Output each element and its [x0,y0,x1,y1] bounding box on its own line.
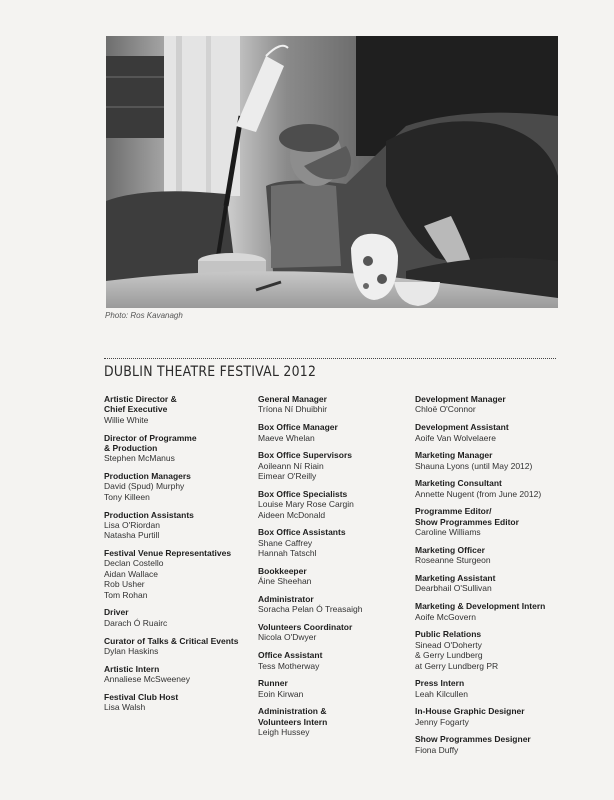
person-name: Rob Usher [104,579,145,590]
staff-entry [104,394,264,425]
person-name: Aoife McGovern [415,611,476,622]
staff-entry [415,506,575,537]
staff-entry [258,706,418,737]
person-name: Áine Sheehan [258,576,312,587]
staff-entry [415,450,575,471]
person-name: Tony Killeen [104,491,150,502]
role-title: Administration & [258,706,327,717]
person-name: Sinead O'Doherty [415,639,482,650]
role-title: Development Assistant [415,422,509,433]
role-title: Box Office Manager [258,422,338,433]
role-title: Marketing Assistant [415,573,496,584]
role-title: Runner [258,678,288,689]
staff-entry [104,433,264,464]
role-title: Administrator [258,593,314,604]
staff-entry [104,664,264,685]
staff-entry [258,678,418,699]
person-name: Stephen McManus [104,453,175,464]
photo-image [106,36,558,308]
staff-entry [415,573,575,594]
staff-entry [415,422,575,443]
staff-entry [104,636,264,657]
role-title: Marketing Manager [415,450,493,461]
person-name: Louise Mary Rose Cargin [258,499,354,510]
person-name: Roseanne Sturgeon [415,555,491,566]
role-title: Chief Executive [104,404,168,415]
person-name: Caroline Williams [415,527,481,538]
person-name: Eoin Kirwan [258,688,304,699]
staff-entry [258,622,418,643]
person-name: Leigh Hussey [258,727,310,738]
person-name: David (Spud) Murphy [104,481,185,492]
section-divider [104,358,556,359]
role-title: Festival Club Host [104,691,179,702]
staff-column-2 [258,394,418,745]
staff-entry [415,601,575,622]
role-title: Development Manager [415,394,506,404]
role-title: Volunteers Intern [258,716,328,727]
person-name: Fiona Duffy [415,744,459,755]
person-name: Soracha Pelan Ó Treasaigh [258,604,363,615]
festival-title: DUBLIN THEATRE FESTIVAL 2012 [104,364,317,380]
person-name: Aoileann Ní Riain [258,460,324,471]
staff-entry [415,706,575,727]
role-title: Public Relations [415,629,482,640]
staff-entry [258,566,418,587]
staff-entry [258,394,418,415]
person-name: at Gerry Lundberg PR [415,660,499,671]
person-name: Annette Nugent (from June 2012) [415,488,542,499]
role-title: Volunteers Coordinator [258,621,353,632]
role-title: Artistic Director & [104,394,177,404]
staff-entry [258,489,418,520]
photo-caption: Photo: Ros Kavanagh [105,311,183,320]
person-name: Jenny Fogarty [415,716,469,727]
person-name: Willie White [104,414,149,425]
role-title: Show Programmes Editor [415,516,519,527]
role-title: Marketing Officer [415,544,485,555]
staff-entry [258,594,418,615]
role-title: Artistic Intern [104,663,160,674]
person-name: Tess Motherway [258,660,320,671]
staff-entry [415,734,575,755]
role-title: Box Office Assistants [258,527,346,538]
role-title: Box Office Specialists [258,488,348,499]
person-name: Aoife Van Wolvelaere [415,432,496,443]
person-name: Chloë O'Connor [415,404,476,415]
person-name: Maeve Whelan [258,432,315,443]
person-name: Leah Kilcullen [415,688,468,699]
role-title: Festival Venue Representatives [104,548,232,559]
staff-entry [415,478,575,499]
role-title: Marketing & Development Intern [415,601,546,612]
role-title: Production Assistants [104,509,194,520]
staff-entry [258,422,418,443]
staff-entry [104,692,264,713]
role-title: Show Programmes Designer [415,734,531,745]
staff-entry [104,471,264,502]
staff-entry [258,650,418,671]
role-title: Press Intern [415,678,465,689]
role-title: Marketing Consultant [415,478,502,489]
staff-entry [415,394,575,415]
role-title: Curator of Talks & Critical Events [104,635,239,646]
person-name: Shane Caffrey [258,537,313,548]
staff-entry [258,527,418,558]
person-name: Eimear O'Reilly [258,471,317,482]
staff-column-3 [415,394,575,763]
role-title: & Production [104,442,158,453]
role-title: Office Assistant [258,650,323,661]
person-name: Shauna Lyons (until May 2012) [415,460,533,471]
person-name: Lisa Walsh [104,702,146,713]
staff-entry [415,545,575,566]
staff-entry [415,678,575,699]
person-name: Lisa O'Riordan [104,519,160,530]
person-name: Dearbhail O'Sullivan [415,583,492,594]
role-title: General Manager [258,394,327,404]
person-name: Tom Rohan [104,589,148,600]
person-name: Aideen McDonald [258,509,326,520]
person-name: Hannah Tatschl [258,548,317,559]
role-title: Driver [104,607,129,618]
staff-entry [258,450,418,481]
person-name: Darach Ó Ruairc [104,617,168,628]
person-name: Declan Costello [104,558,164,569]
person-name: Tríona Ní Dhuibhir [258,404,328,415]
person-name: Natasha Purtill [104,530,160,541]
role-title: Box Office Supervisors [258,450,353,461]
staff-entry [104,510,264,541]
staff-entry [104,548,264,600]
person-name: & Gerry Lundberg [415,650,483,661]
role-title: In-House Graphic Designer [415,706,525,717]
role-title: Production Managers [104,471,191,482]
festival-photo [106,36,558,308]
staff-column-1 [104,394,264,720]
person-name: Dylan Haskins [104,645,159,656]
role-title: Programme Editor/ [415,506,492,517]
role-title: Director of Programme [104,432,197,443]
staff-entry [104,607,264,628]
person-name: Aidan Wallace [104,568,159,579]
role-title: Bookkeeper [258,565,307,576]
person-name: Annaliese McSweeney [104,674,190,685]
person-name: Nicola O'Dwyer [258,632,317,643]
staff-entry [415,629,575,671]
